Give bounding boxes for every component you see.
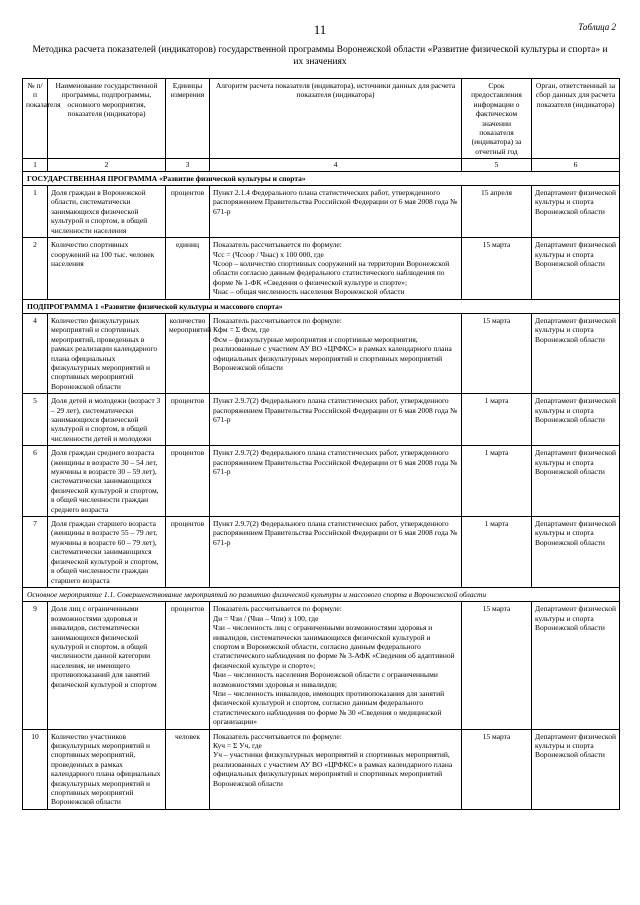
algorithm-cell: Показатель рассчитывается по формуле: Ди = Чзи / (Чни – Чпи) х 100, где Чзи – численность лиц с ограниченными возможностями здоровья и инвалидов, систематически занимающихся физической культурой и спортом в Воронежской области, согласно данным федерального статистического наблюдения по форме № 3-АФК «Сведения об адаптивной физической культуре и спорте»; Чни – численность населения Воронежской области с ограниченными возможностями здоровья и инвалидов; Чпи – численность инвалидов, имеющих противопоказания для занятий физической культурой и спортом, согласно данным федерального статистического наблюдения по форме № 30 «Сведения о медицинской организации» bbox=[209, 602, 461, 728]
algorithm-cell: Показатель рассчитывается по формуле: Чсс = (Чсоор / Чнас) х 100 000, где Чсоор – количество спортивных сооружений на территории Воронежской области согласно данным федерального статистического наблюдения по форме № 1-ФК «Сведения о физической культуре и спорте»; Чнас – общая численность населения Воронежской области bbox=[209, 238, 461, 298]
responsible-cell: Департамент физической культуры и спорта Воронежской области bbox=[531, 517, 619, 587]
column-number: 5 bbox=[461, 159, 531, 170]
indicator-name: Доля граждан в Воронежской области, систематически занимающихся физической культурой и спортом, в общей численности населения bbox=[47, 186, 165, 237]
responsible-cell: Департамент физической культуры и спорта Воронежской области bbox=[531, 446, 619, 516]
row-number: 1 bbox=[33, 188, 37, 198]
measure-header: Основное мероприятие 1.1. Совершенствование мероприятий по развитию физической культуры и массового спорта в Воронежской области bbox=[23, 587, 619, 601]
indicators-table bbox=[22, 78, 620, 810]
column-number: 2 bbox=[47, 159, 165, 170]
column-number: 4 bbox=[209, 159, 461, 170]
deadline-cell: 15 марта bbox=[461, 730, 531, 809]
table-row bbox=[23, 729, 619, 809]
indicator-name: Количество физкультурных мероприятий и спортивных мероприятий, проведенных в рамках реализации календарного плана официальных физкультурных мероприятий и спортивных мероприятий Воронежской области bbox=[47, 314, 165, 393]
deadline-cell: 15 марта bbox=[461, 238, 531, 298]
unit-cell: процентов bbox=[165, 517, 209, 587]
unit-cell: количество мероприятий bbox=[165, 314, 209, 393]
algorithm-cell: Пункт 2.1.4 Федерального плана статистических работ, утвержденного распоряжением Правительства Российской Федерации от 6 мая 2008 года № 671-р bbox=[209, 186, 461, 237]
table-header-row bbox=[23, 79, 619, 158]
indicator-name: Доля граждан старшего возраста (женщины в возрасте 55 – 79 лет, мужчины в возрасте 60 – 79 лет), систематически занимающихся физической культурой и спортом, в общей численности граждан старшего возраста bbox=[47, 517, 165, 587]
column-number: 3 bbox=[165, 159, 209, 170]
deadline-cell: 1 марта bbox=[461, 517, 531, 587]
row-number: 4 bbox=[33, 315, 37, 325]
subprogram-rows bbox=[23, 313, 619, 587]
deadline-cell: 1 марта bbox=[461, 394, 531, 445]
row-number: 9 bbox=[33, 604, 37, 614]
responsible-cell: Департамент физической культуры и спорта Воронежской области bbox=[531, 314, 619, 393]
row-number: 10 bbox=[31, 731, 39, 741]
unit-cell: человек bbox=[165, 730, 209, 809]
deadline-cell: 15 марта bbox=[461, 602, 531, 728]
header-name: Наименование государственной программы, подпрограммы, основного мероприятия, показателя (индикатора) bbox=[47, 79, 165, 158]
unit-cell: процентов bbox=[165, 186, 209, 237]
responsible-cell: Департамент физической культуры и спорта Воронежской области bbox=[531, 186, 619, 237]
unit-cell: процентов bbox=[165, 602, 209, 728]
table-row bbox=[23, 185, 619, 237]
indicator-name: Количество спортивных сооружений на 100 тыс. человек населения bbox=[47, 238, 165, 298]
header-responsible: Орган, ответственный за сбор данных для расчета показателя (индикатора) bbox=[531, 79, 619, 158]
table-row bbox=[23, 445, 619, 516]
document-title: Методика расчета показателей (индикаторов) государственной программы Воронежской области «Развитие физической культуры и спорта» и их значениях bbox=[32, 45, 608, 67]
header-deadline: Срок предоставления информации о фактическом значении показателя (индикатора) за отчетный год bbox=[461, 79, 531, 158]
program-header: ГОСУДАРСТВЕННАЯ ПРОГРАММА «Развитие физической культуры и спорта» bbox=[23, 171, 619, 185]
measure-rows bbox=[23, 601, 619, 809]
header-number: № п/п показателя bbox=[26, 81, 61, 109]
header-unit: Единицы измерения bbox=[165, 79, 209, 158]
responsible-cell: Департамент физической культуры и спорта Воронежской области bbox=[531, 602, 619, 728]
subprogram-header: ПОДПРОГРАММА 1 «Развитие физической культуры и массового спорта» bbox=[23, 299, 619, 313]
algorithm-cell: Показатель рассчитывается по формуле: Кфм = Σ Фсм, где Фсм – физкультурные мероприятия и спортивные мероприятия, реализованные с участием АУ ВО «ЦРФКС» в рамках календарного плана официальных физкультурных мероприятий и спортивных мероприятий Воронежской области bbox=[209, 314, 461, 393]
table-row bbox=[23, 313, 619, 393]
unit-cell: единиц bbox=[165, 238, 209, 298]
deadline-cell: 15 апреля bbox=[461, 186, 531, 237]
algorithm-cell: Пункт 2.9.7(2) Федерального плана статистических работ, утвержденного распоряжением Правительства Российской Федерации от 6 мая 2008 года № 671-р bbox=[209, 394, 461, 445]
column-number: 1 bbox=[33, 160, 37, 170]
row-number: 6 bbox=[33, 448, 37, 458]
table-row bbox=[23, 393, 619, 445]
row-number: 7 bbox=[33, 519, 37, 529]
algorithm-cell: Показатель рассчитывается по формуле: Куч = Σ Уч, где Уч – участники физкультурных мероприятий и спортивных мероприятий, реализованных с участием АУ ВО «ЦРФКС» в рамках календарного плана официальных физкультурных мероприятий и спортивных мероприятий Воронежской области bbox=[209, 730, 461, 809]
page-number: 11 bbox=[313, 22, 327, 37]
indicator-name: Доля граждан среднего возраста (женщины в возрасте 30 – 54 лет, мужчины в возрасте 30 – 59 лет), систематически занимающихся физической культурой и спортом, в общей численности граждан среднего возраста bbox=[47, 446, 165, 516]
unit-cell: процентов bbox=[165, 446, 209, 516]
deadline-cell: 1 марта bbox=[461, 446, 531, 516]
deadline-cell: 15 марта bbox=[461, 314, 531, 393]
table-row bbox=[23, 237, 619, 298]
column-numbers-row bbox=[23, 158, 619, 170]
indicator-name: Доля детей и молодежи (возраст 3 – 29 лет), систематически занимающихся физической культурой и спортом, в общей численности детей и молодежи bbox=[47, 394, 165, 445]
unit-cell: процентов bbox=[165, 394, 209, 445]
indicator-name: Доля лиц с ограниченными возможностями здоровья и инвалидов, систематически занимающихся физической культурой и спортом, в общей численности данной категории населения, не имеющего противопоказаний для занятий физической культурой и спортом bbox=[47, 602, 165, 728]
table-label: Таблица 2 bbox=[578, 22, 616, 32]
responsible-cell: Департамент физической культуры и спорта Воронежской области bbox=[531, 238, 619, 298]
row-number: 5 bbox=[33, 396, 37, 406]
table-row bbox=[23, 601, 619, 728]
responsible-cell: Департамент физической культуры и спорта Воронежской области bbox=[531, 730, 619, 809]
responsible-cell: Департамент физической культуры и спорта Воронежской области bbox=[531, 394, 619, 445]
header-algorithm: Алгоритм расчета показателя (индикатора), источники данных для расчета показателя (индикатора) bbox=[209, 79, 461, 158]
indicator-name: Количество участников физкультурных мероприятий и спортивных мероприятий, проведенных в рамках календарного плана официальных физкультурных мероприятий и спортивных мероприятий Воронежской области bbox=[47, 730, 165, 809]
column-number: 6 bbox=[531, 159, 619, 170]
row-number: 2 bbox=[33, 240, 37, 250]
table-row bbox=[23, 516, 619, 587]
algorithm-cell: Пункт 2.9.7(2) Федерального плана статистических работ, утвержденного распоряжением Правительства Российской Федерации от 6 мая 2008 года № 671-р bbox=[209, 517, 461, 587]
algorithm-cell: Пункт 2.9.7(2) Федерального плана статистических работ, утвержденного распоряжением Правительства Российской Федерации от 6 мая 2008 года № 671-р bbox=[209, 446, 461, 516]
program-rows bbox=[23, 185, 619, 298]
